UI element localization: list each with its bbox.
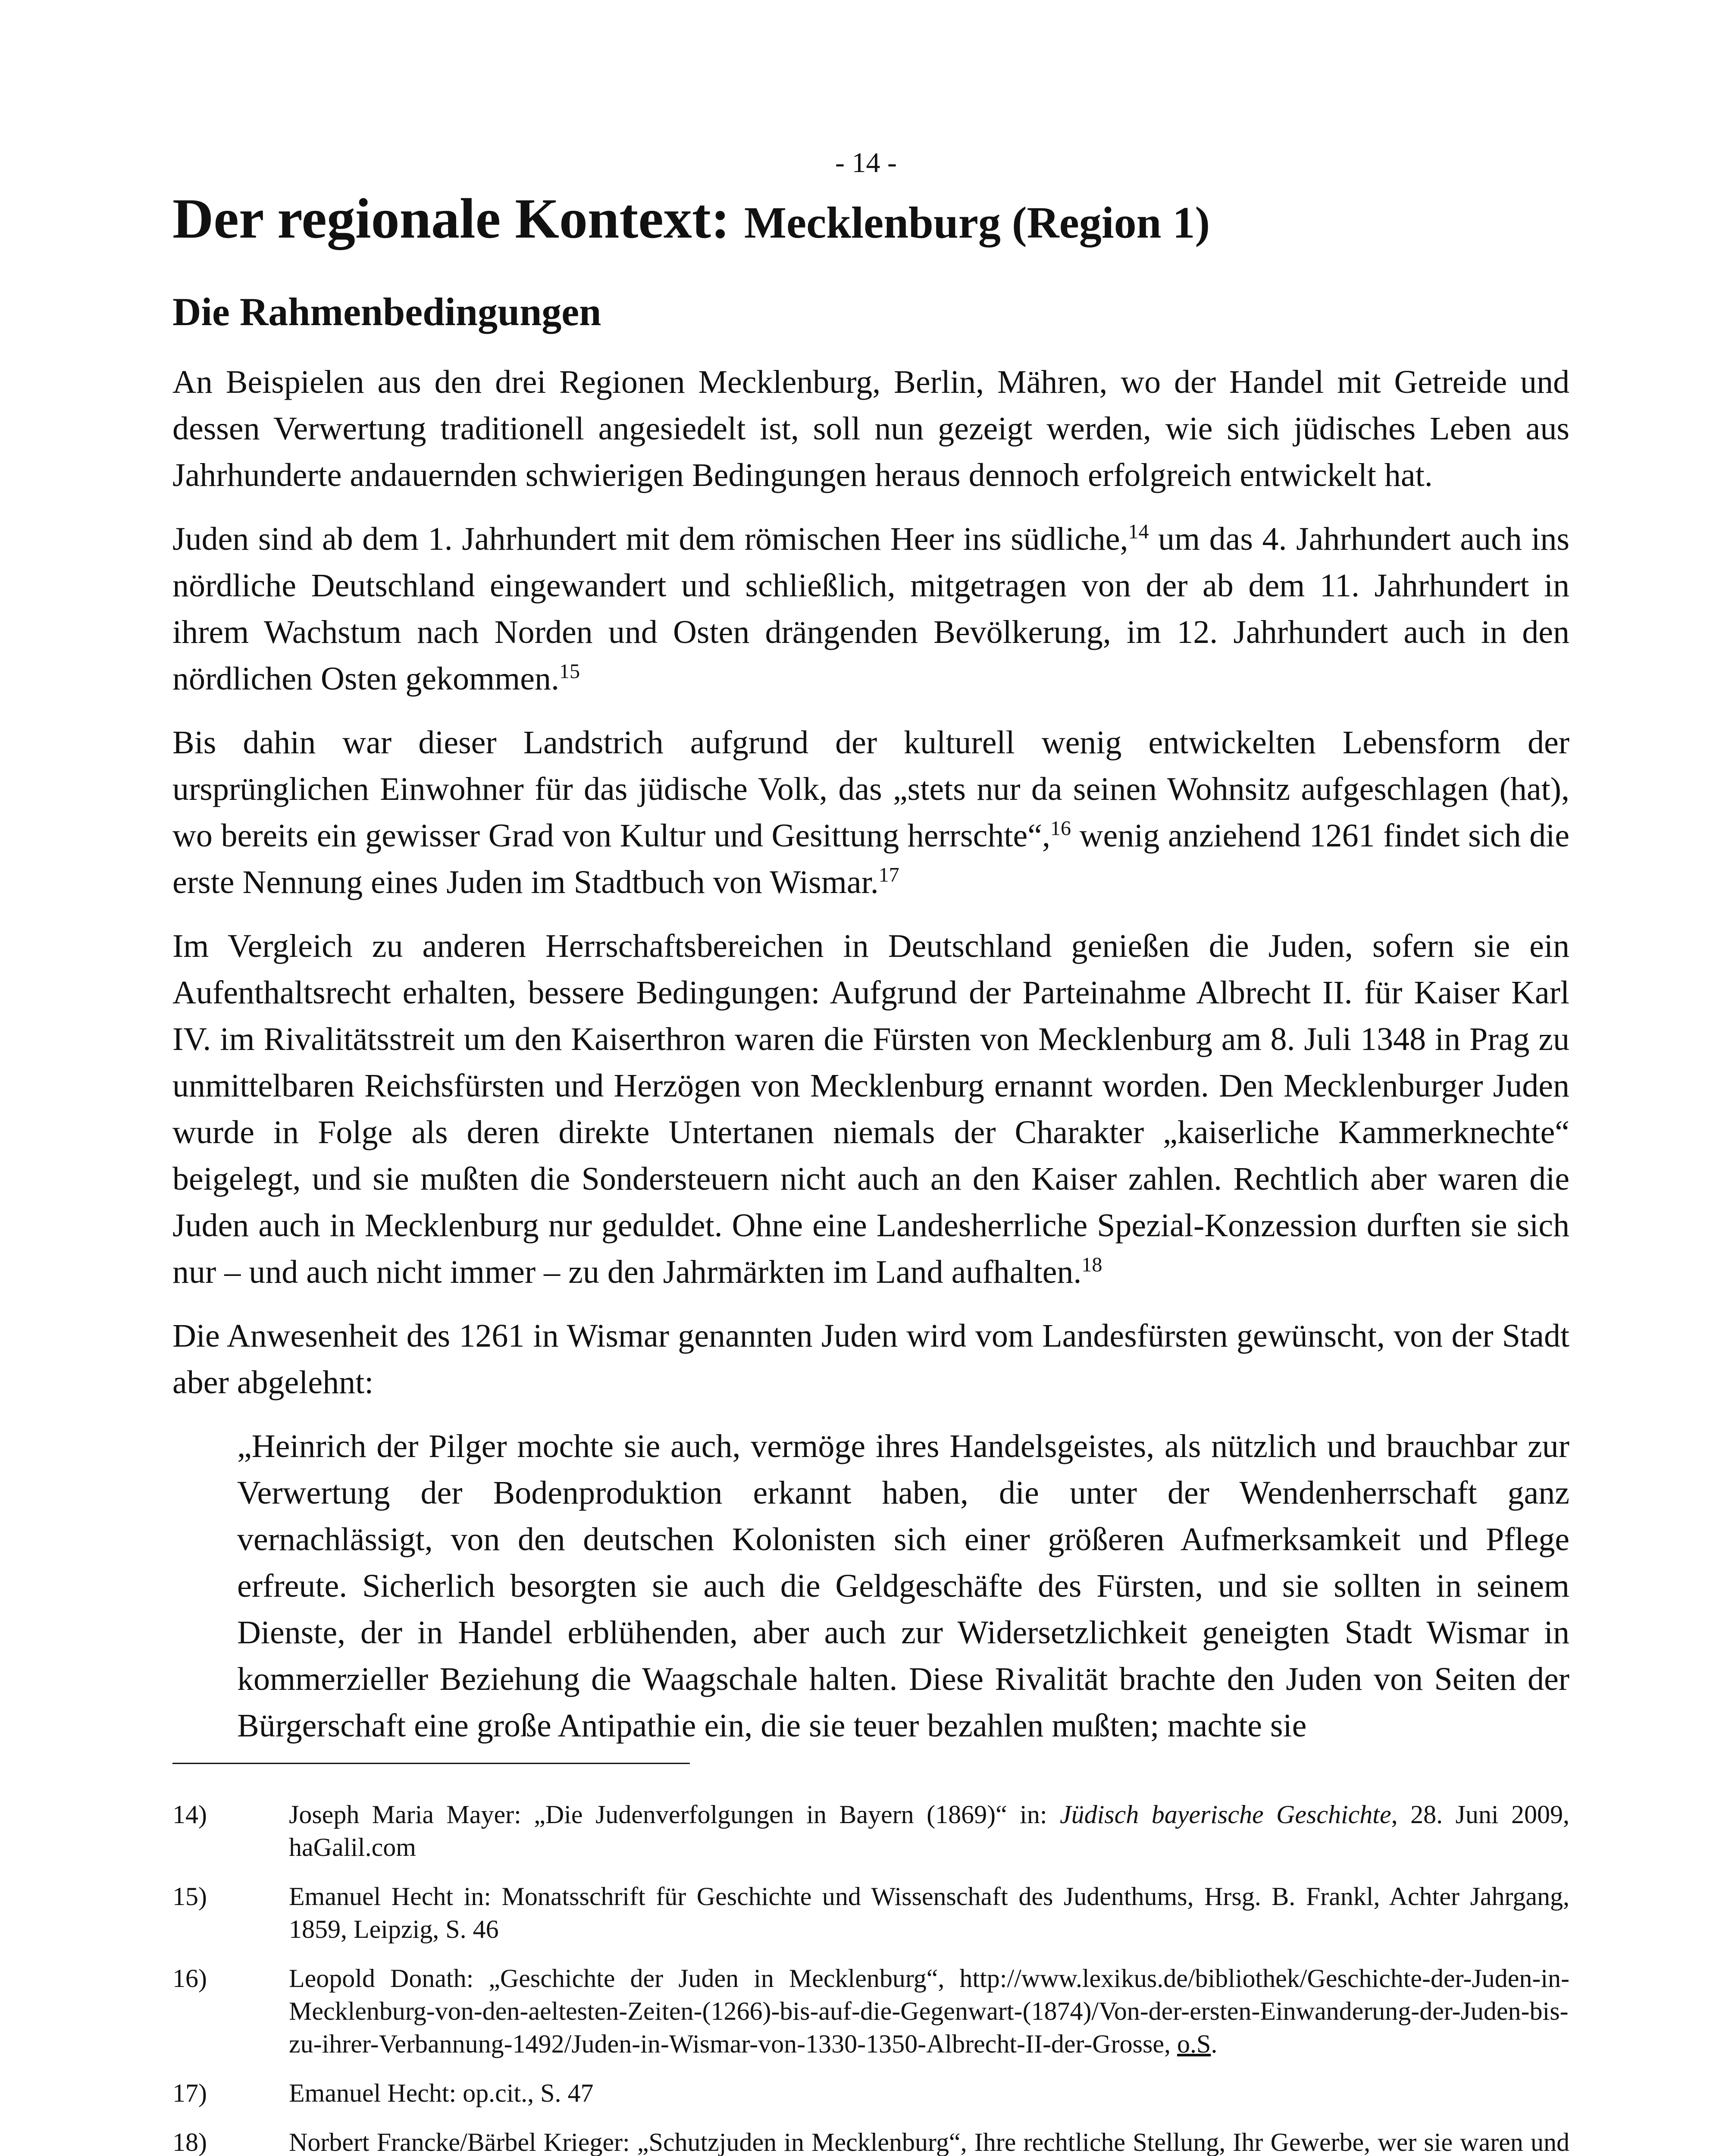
paragraph-1: An Beispielen aus den drei Regionen Mecklenburg, Berlin, Mähren, wo der Handel mit Getreide und dessen Verwertung traditionell angesiedelt ist, soll nun gezeigt werden, wie sich jüdisches Leben aus Jahrhunderte andauernden schwierigen Bedingungen heraus dennoch erfolgreich entwickelt hat. (172, 364, 1569, 493)
footnote-ref-14[interactable]: 14 (1128, 520, 1149, 543)
section-heading: Die Rahmenbedingungen (172, 290, 601, 334)
body-text (172, 359, 1569, 1749)
page-number: - 14 - (835, 147, 897, 179)
footnote-link[interactable]: o.S (1177, 2030, 1211, 2058)
paragraph-3: Bis dahin war dieser Landstrich aufgrund der kulturell wenig entwickelten Lebensform der ursprünglichen Einwohner für das jüdische Volk, das „stets nur da seinen Wohnsitz aufgeschlagen (hat), wo bereits ein gewisser Grad von Kultur und Gesittung herrschte“,$^{16}$ wenig anziehend 1261 findet sich die erste Nennung eines Juden im Stadtbuch von Wismar.$^{17}$ (172, 724, 1569, 900)
page-title (172, 185, 1595, 251)
footnote-ref-18[interactable]: 18 (1081, 1253, 1102, 1276)
footnote-17: 17) Emanuel Hecht: op.cit., S. 47 (172, 2079, 594, 2107)
paragraph-4: Im Vergleich zu anderen Herrschaftsbereichen in Deutschland genießen die Juden, sofern sie ein Aufenthaltsrecht erhalten, bessere Bedingungen: Aufgrund der Parteinahme Albrecht II. für Kaiser Karl IV. im Rivalitätsstreit um den Kaiserthron waren die Fürsten von Mecklenburg am 8. Juli 1348 in Prag zu unmittelbaren Reichsfürsten und Herzögen von Mecklenburg ernannt worden. Den Mecklenburger Juden wurde in Folge als deren direkte Untertanen niemals der Charakter „kaiserliche Kammerknechte“ beigelegt, und sie mußten die Sondersteuern nicht auch an den Kaiser zahlen. Rechtlich aber waren die Juden auch in Mecklenburg nur geduldet. Ohne eine Landesherrliche Spezial-Konzession durften sie sich nur – und auch nicht immer – zu den Jahrmärkten im Land aufhalten.$^{18}$ (172, 928, 1569, 1290)
footnote-ref-16[interactable]: 16 (1050, 817, 1071, 840)
footnotes (172, 1798, 1569, 2156)
paragraph-2: Juden sind ab dem 1. Jahrhundert mit dem römischen Heer ins südliche,$^{14}$ um das 4. Jahrhundert auch ins nördliche Deutschland eingewandert und schließlich, mitgetragen von der ab dem 11. Jahrhundert in ihrem Wachstum nach Norden und Osten drängenden Bevölkerung, im 12. Jahrhundert auch in den nördlichen Osten gekommen.$^{15}$ (172, 520, 1570, 697)
footnote-separator (172, 1763, 690, 1764)
footnote-15: 15) Emanuel Hecht in: Monatsschrift für Geschichte und Wissenschaft des Judenthums, Hrsg. B. Frankl, Achter Jahrgang, 1859, Leipzig, S. 46 (172, 1882, 1569, 1943)
footnote-16: 16) Leopold Donath: „Geschichte der Juden in Mecklenburg“, http://www.lexikus.de/bibliothek/Geschichte-der-Juden-in-Mecklenburg-von-den-aeltesten-Zeiten-(1266)-bis-auf-die-Gegenwart-(1874)/Von-der-ersten-Einwanderung-der-Juden-bis-zu-ihrer-Verbannung-1492/Juden-in-Wismar-von-1330-1350-Albrecht-II-der-Grosse, o.S. (172, 1964, 1569, 2058)
footnote-18: 18) Norbert Francke/Bärbel Krieger: „Schutzjuden in Mecklenburg“, Ihre rechtliche Stellung, Ihr Gewerbe, wer sie waren und (172, 2128, 1569, 2156)
footnote-ref-17[interactable]: 17 (878, 863, 899, 887)
paragraph-5: Die Anwesenheit des 1261 in Wismar genannten Juden wird vom Landesfürsten gewünscht, von der Stadt aber abgelehnt: (172, 1318, 1569, 1401)
title-main: Der regionale Kontext: (172, 187, 730, 250)
footnote-ref-15[interactable]: 15 (559, 660, 580, 683)
title-sub: Mecklenburg (Region 1) (744, 198, 1210, 248)
block-quote: „Heinrich der Pilger mochte sie auch, vermöge ihres Handelsgeistes, als nützlich und brauchbar zur Verwertung der Bodenproduktion erkannt haben, die unter der Wendenherrschaft ganz vernachlässigt, von den deutschen Kolonisten sich einer größeren Aufmerksamkeit und Pflege erfreute. Sicherlich besorgten sie auch die Geldgeschäfte des Fürsten, und sie sollten in seinem Dienste, der in Handel erblühenden, aber auch zur Widersetzlichkeit geneigten Stadt Wismar in kommerzieller Beziehung die Waagschale halten. Diese Rivalität brachte den Juden von Seiten der Bürgerschaft eine große Antipathie ein, die sie teuer bezahlen mußten; machte sie (237, 1428, 1569, 1744)
footnote-14: 14) Joseph Maria Mayer: „Die Judenverfolgungen in Bayern (1869)“ in: Jüdisch bayerische Geschichte, 28. Juni 2009, haGalil.com (172, 1800, 1569, 1861)
